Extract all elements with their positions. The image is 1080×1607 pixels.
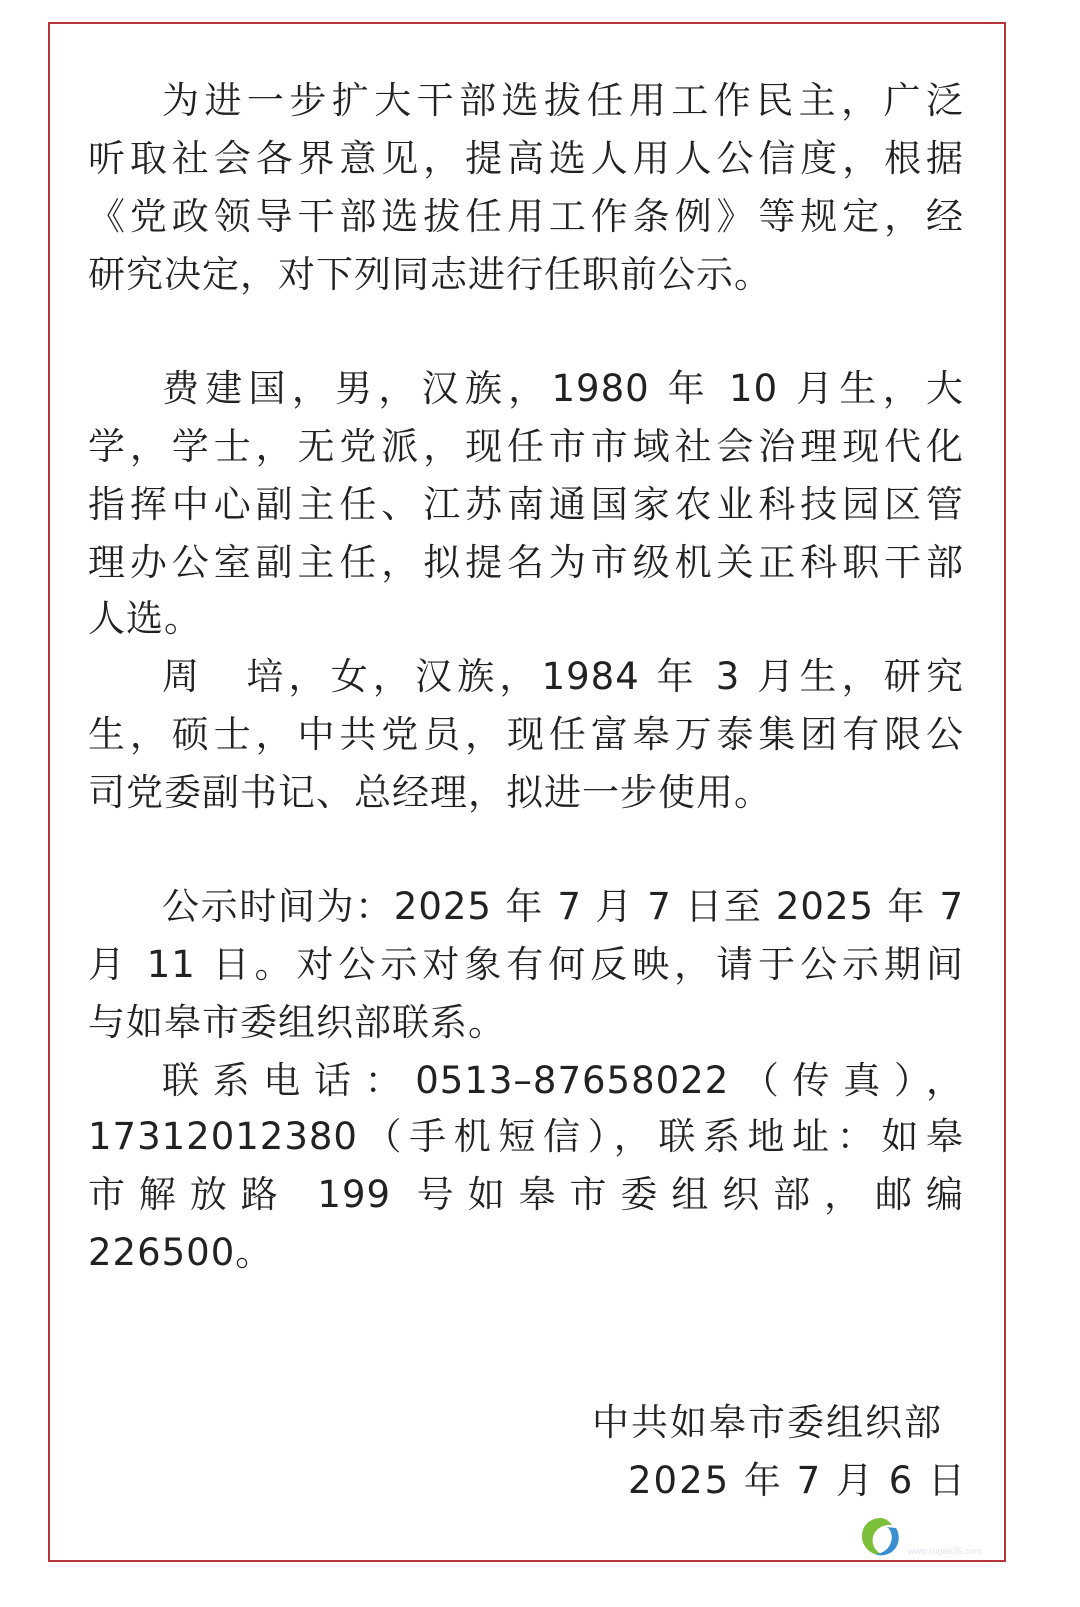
text-line: 与如皋市委组织部联系。: [88, 1001, 506, 1044]
text-line: 周 培，女，汉族，1984 年 3 月生，研究: [162, 655, 964, 698]
text-line: 学，学士，无党派，现任市市域社会治理现代化: [88, 425, 964, 468]
text-line: 听取社会各界意见，提高选人用人公信度，根据: [88, 137, 964, 180]
swirl-logo-icon: [856, 1512, 906, 1562]
text-line: 指挥中心副主任、江苏南通国家农业科技园区管: [88, 483, 964, 526]
text-line: 226500。: [88, 1231, 274, 1274]
text-line: 市解放路 199 号如皋市委组织部，邮编: [88, 1173, 964, 1216]
text-line: 费建国，男，汉族，1980 年 10 月生，大: [162, 367, 964, 410]
text-line: 月 11 日。对公示对象有何反映，请于公示期间: [88, 943, 964, 986]
text-line: 《党政领导干部选拔任用工作条例》等规定，经: [88, 195, 964, 238]
text-line: 为进一步扩大干部选拔任用工作民主，广泛: [162, 79, 964, 122]
text-line: 生，硕士，中共党员，现任富皋万泰集团有限公: [88, 713, 964, 756]
signature-org: 中共如皋市委组织部: [592, 1401, 943, 1444]
text-line: 17312012380（手机短信），联系地址：如皋: [88, 1115, 964, 1158]
text-line: 司党委副书记、总经理，拟进一步使用。: [88, 771, 772, 814]
text-line: 研究决定，对下列同志进行任职前公示。: [88, 253, 772, 296]
watermark-text: www.rugao35.com: [908, 1546, 983, 1556]
text-line: 联系电话：0513–87658022（传真），: [162, 1059, 964, 1102]
text-line: 人选。: [88, 597, 202, 640]
text-line: 理办公室副主任，拟提名为市级机关正科职干部: [88, 541, 964, 584]
text-line: 公示时间为：2025 年 7 月 7 日至 2025 年 7: [162, 885, 964, 928]
signature-date: 2025 年 7 月 6 日: [628, 1459, 968, 1502]
